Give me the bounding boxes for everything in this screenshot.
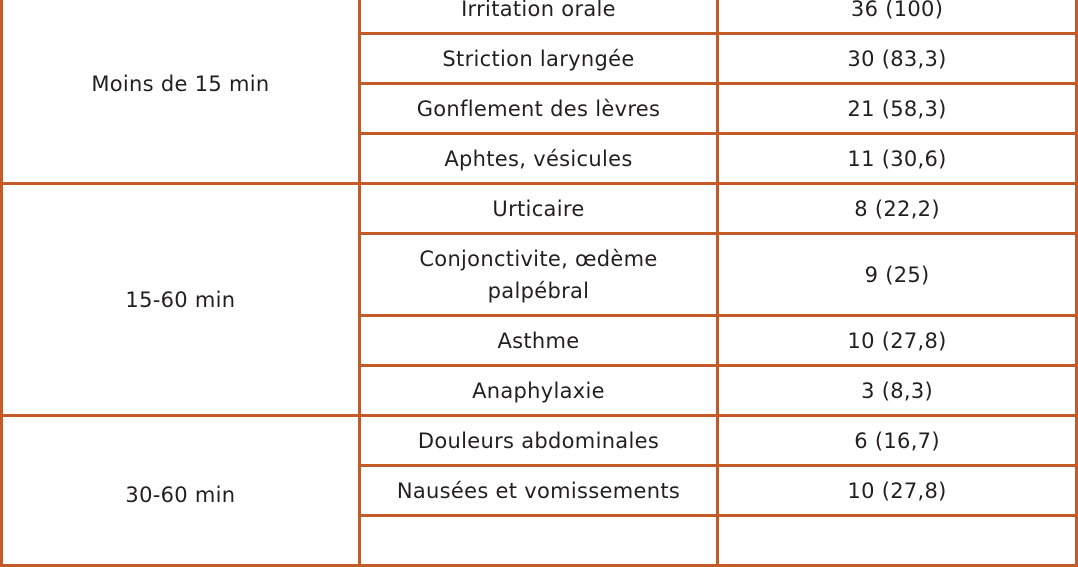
value-cell: 6 (16,7) (718, 416, 1077, 466)
symptom-cell: Striction laryngée (359, 34, 717, 84)
value-cell (718, 516, 1077, 566)
symptom-cell: Conjonctivite, œdème palpébral (359, 234, 717, 316)
table-row (2, 0, 1077, 34)
symptom-cell: Nausées et vomissements (359, 466, 717, 516)
time-cell: 30-60 min (2, 416, 360, 566)
value-cell: 10 (27,8) (718, 316, 1077, 366)
value-cell: 36 (100) (718, 0, 1077, 34)
value-cell: 30 (83,3) (718, 34, 1077, 84)
symptom-cell: Urticaire (359, 184, 717, 234)
time-cell: Moins de 15 min (2, 0, 360, 184)
value-cell: 11 (30,6) (718, 134, 1077, 184)
symptom-cell: Irritation orale (359, 0, 717, 34)
symptom-cell: Aphtes, vésicules (359, 134, 717, 184)
time-cell: 15-60 min (2, 184, 360, 416)
symptom-cell: Douleurs abdominales (359, 416, 717, 466)
symptom-cell: Gonflement des lèvres (359, 84, 717, 134)
value-cell: 10 (27,8) (718, 466, 1077, 516)
value-cell: 3 (8,3) (718, 366, 1077, 416)
value-cell: 8 (22,2) (718, 184, 1077, 234)
symptom-cell (359, 516, 717, 566)
table-row (2, 184, 1077, 234)
value-cell: 9 (25) (718, 234, 1077, 316)
value-cell: 21 (58,3) (718, 84, 1077, 134)
table-row (2, 416, 1077, 466)
symptom-cell: Asthme (359, 316, 717, 366)
symptom-cell: Anaphylaxie (359, 366, 717, 416)
